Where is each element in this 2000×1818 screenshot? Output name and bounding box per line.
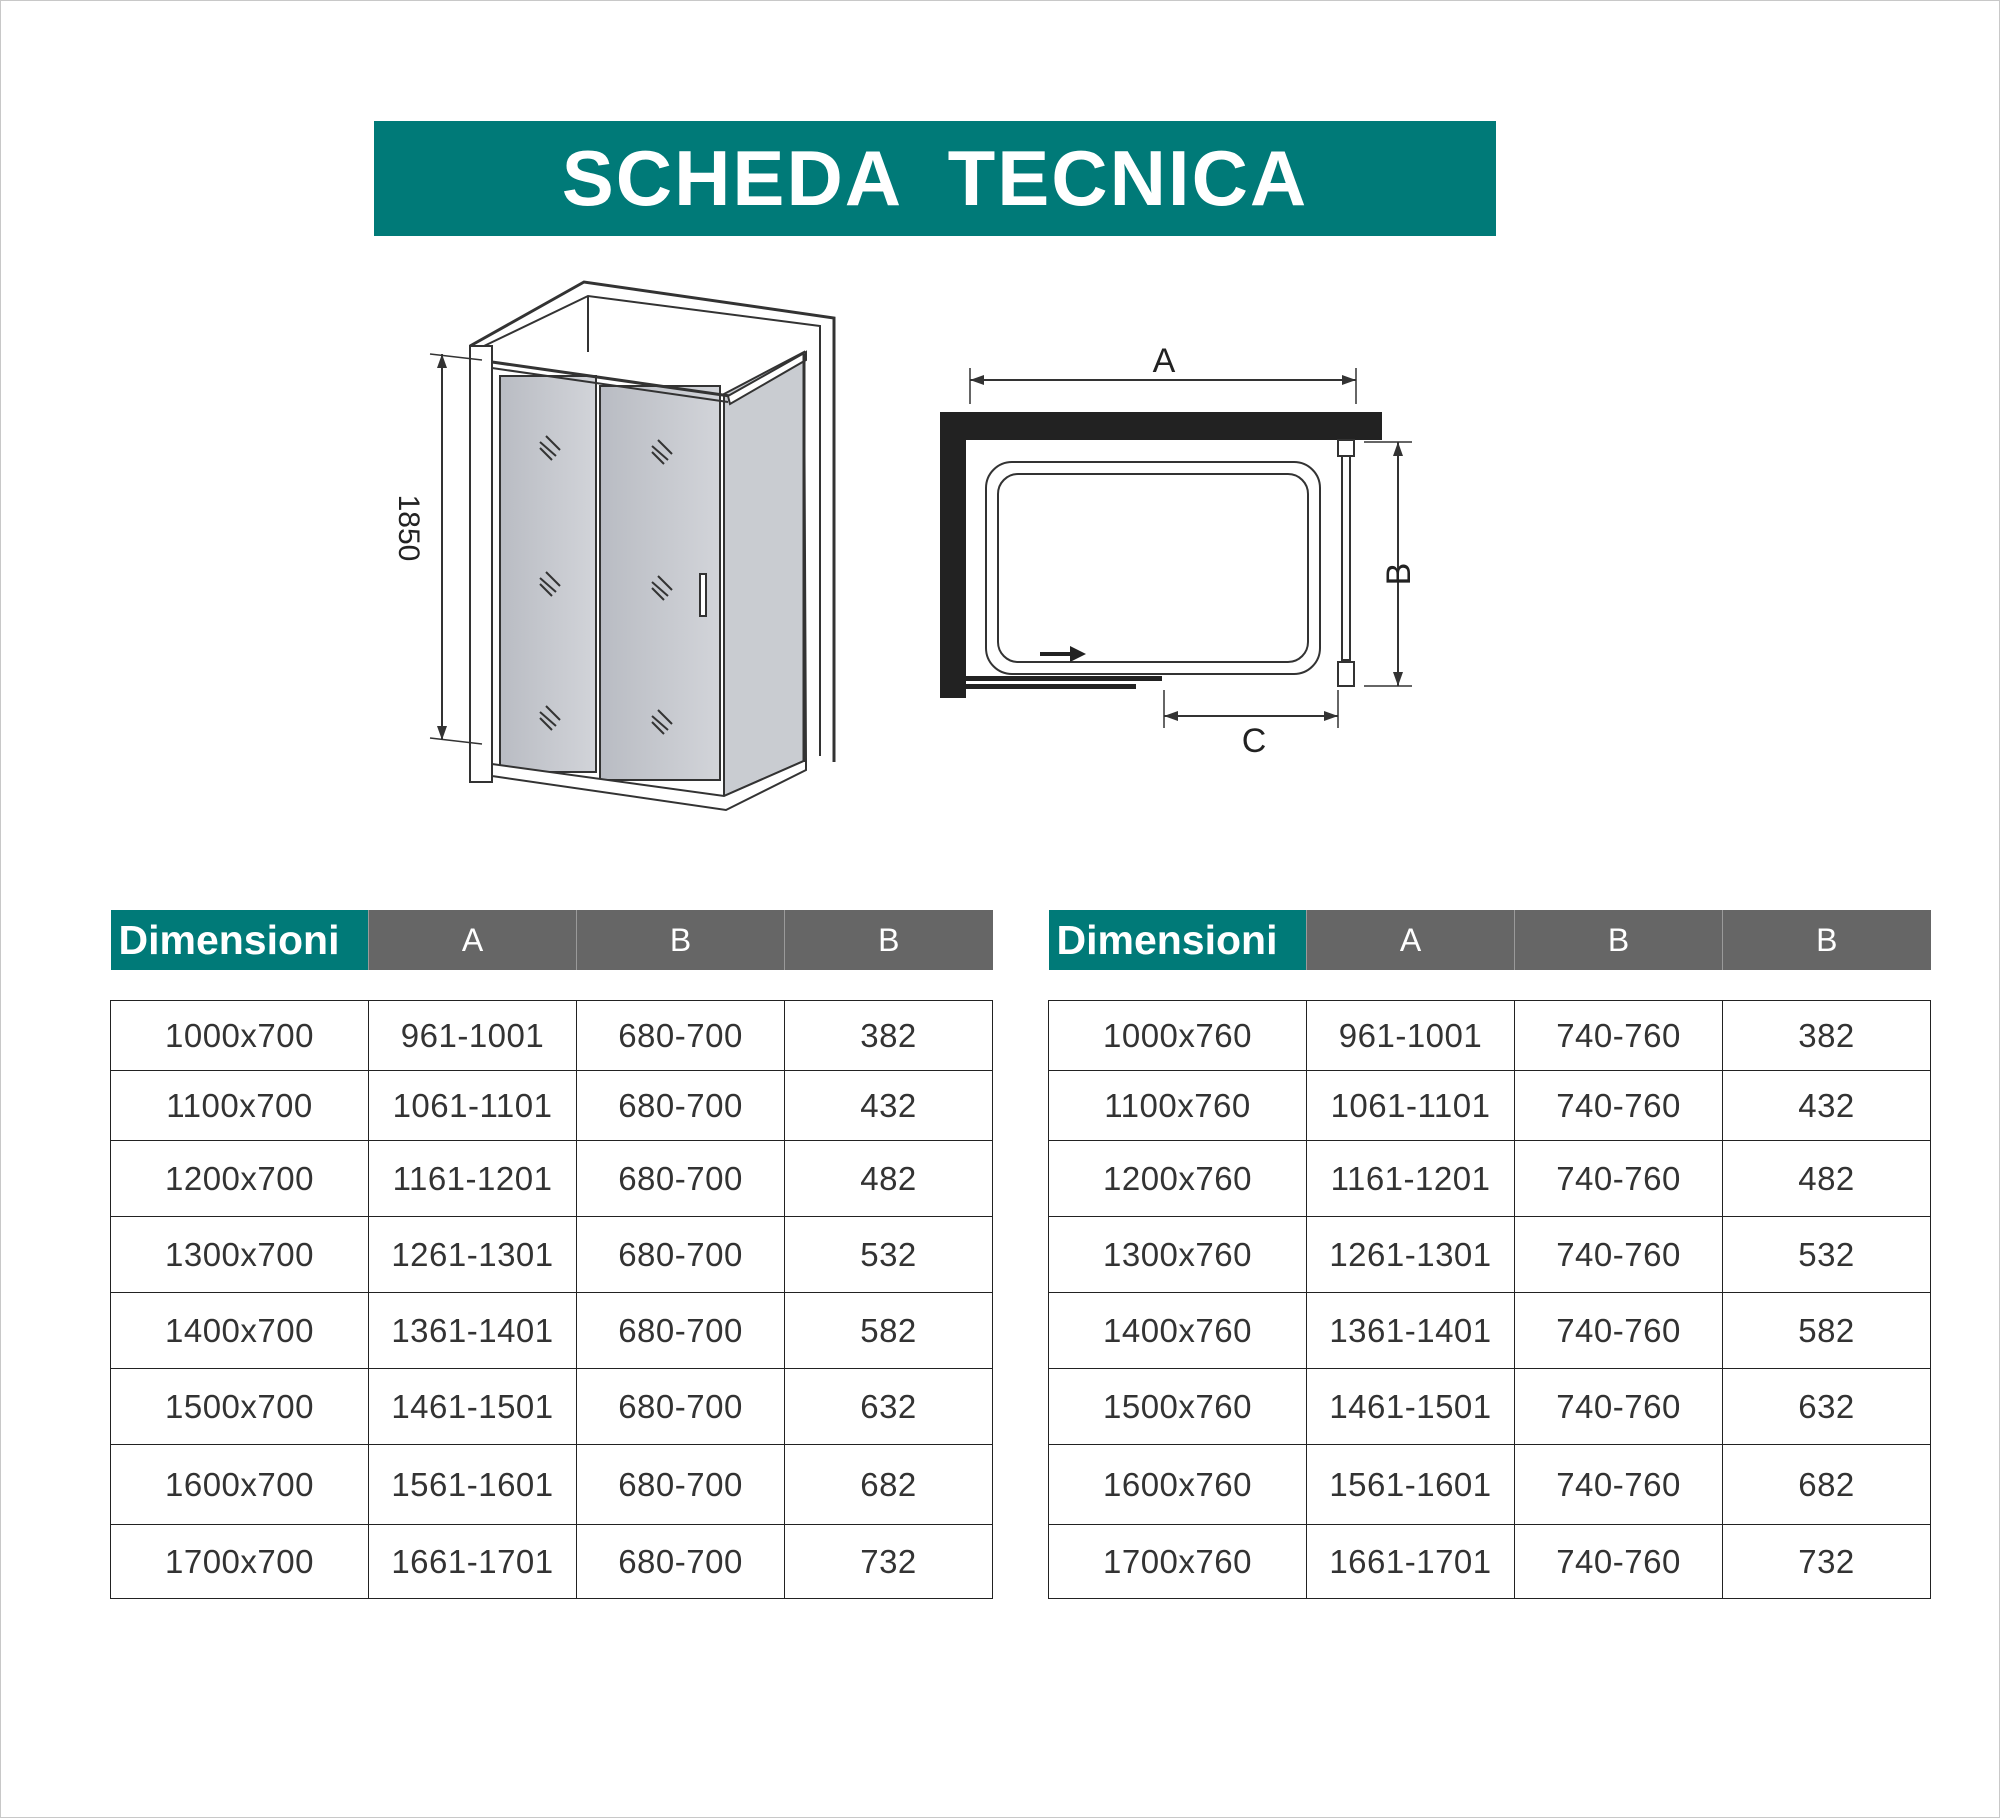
table-row <box>111 1369 993 1445</box>
table-cell: 1261-1301 <box>1307 1217 1515 1293</box>
table-cell: 1061-1101 <box>1307 1071 1515 1141</box>
table-cell: 1661-1701 <box>1307 1525 1515 1599</box>
table-cell: 382 <box>785 1001 993 1071</box>
table-cell: 1000x760 <box>1049 1001 1307 1071</box>
table-cell: 1700x700 <box>111 1525 369 1599</box>
table-cell: 1300x700 <box>111 1217 369 1293</box>
plan-label-b: B <box>1380 562 1418 586</box>
table-cell: 1000x700 <box>111 1001 369 1071</box>
column-header-b2: B <box>1723 910 1931 970</box>
table-cell: 682 <box>1723 1445 1931 1525</box>
table-cell: 582 <box>1723 1293 1931 1369</box>
table-cell: 1361-1401 <box>369 1293 577 1369</box>
table-body <box>111 970 993 1599</box>
table-cell: 961-1001 <box>369 1001 577 1071</box>
table-row <box>1049 1293 1931 1369</box>
column-header-b: B <box>1515 910 1723 970</box>
table-cell: 482 <box>785 1141 993 1217</box>
table-cell: 1300x760 <box>1049 1217 1307 1293</box>
table-cell: 680-700 <box>577 1293 785 1369</box>
table-cell: 732 <box>1723 1525 1931 1599</box>
table-cell: 1500x760 <box>1049 1369 1307 1445</box>
column-header-dimensioni: Dimensioni <box>111 910 369 970</box>
dimensions-table-700 <box>110 910 993 1599</box>
table-cell: 1100x700 <box>111 1071 369 1141</box>
table-body <box>1049 970 1931 1599</box>
table-row <box>1049 1141 1931 1217</box>
plan-label-c: C <box>1241 722 1267 760</box>
table-cell: 1200x760 <box>1049 1141 1307 1217</box>
table-cell: 680-700 <box>577 1141 785 1217</box>
table-header-row <box>1049 910 1931 970</box>
column-header-b: B <box>577 910 785 970</box>
table-cell: 1361-1401 <box>1307 1293 1515 1369</box>
table-cell: 1461-1501 <box>369 1369 577 1445</box>
table-cell: 532 <box>1723 1217 1931 1293</box>
table-cell: 532 <box>785 1217 993 1293</box>
table-row <box>111 1071 993 1141</box>
table-cell: 961-1001 <box>1307 1001 1515 1071</box>
column-header-dimensioni: Dimensioni <box>1049 910 1307 970</box>
table-cell: 1461-1501 <box>1307 1369 1515 1445</box>
table-cell: 1100x760 <box>1049 1071 1307 1141</box>
column-header-a: A <box>1307 910 1515 970</box>
table-header-row <box>111 910 993 970</box>
table-row <box>1049 1071 1931 1141</box>
table-row <box>111 1525 993 1599</box>
table-cell: 740-760 <box>1515 1369 1723 1445</box>
table-cell: 1600x760 <box>1049 1445 1307 1525</box>
table-cell: 1400x700 <box>111 1293 369 1369</box>
table-cell: 740-760 <box>1515 1525 1723 1599</box>
table-cell: 432 <box>785 1071 993 1141</box>
table-cell: 680-700 <box>577 1445 785 1525</box>
table-cell: 732 <box>785 1525 993 1599</box>
table-cell: 582 <box>785 1293 993 1369</box>
table-cell: 482 <box>1723 1141 1931 1217</box>
table-cell: 1561-1601 <box>369 1445 577 1525</box>
table-cell: 632 <box>785 1369 993 1445</box>
table-cell: 680-700 <box>577 1217 785 1293</box>
table-cell: 1600x700 <box>111 1445 369 1525</box>
table-row <box>111 1141 993 1217</box>
table-cell: 1700x760 <box>1049 1525 1307 1599</box>
enclosure-3d-drawing <box>380 270 850 830</box>
table-cell: 680-700 <box>577 1525 785 1599</box>
table-row <box>111 1445 993 1525</box>
table-cell: 632 <box>1723 1369 1931 1445</box>
table-cell: 1261-1301 <box>369 1217 577 1293</box>
table-cell: 1200x700 <box>111 1141 369 1217</box>
table-cell: 740-760 <box>1515 1217 1723 1293</box>
table-row <box>1049 1369 1931 1445</box>
table-cell: 740-760 <box>1515 1141 1723 1217</box>
table-cell: 740-760 <box>1515 1001 1723 1071</box>
table-cell: 682 <box>785 1445 993 1525</box>
table-cell: 1161-1201 <box>1307 1141 1515 1217</box>
table-cell: 740-760 <box>1515 1293 1723 1369</box>
table-cell: 680-700 <box>577 1369 785 1445</box>
table-row <box>111 1293 993 1369</box>
table-cell: 740-760 <box>1515 1445 1723 1525</box>
table-cell: 1400x760 <box>1049 1293 1307 1369</box>
column-header-b2: B <box>785 910 993 970</box>
table-cell: 1661-1701 <box>369 1525 577 1599</box>
table-cell: 432 <box>1723 1071 1931 1141</box>
table-row <box>111 1217 993 1293</box>
table-cell: 680-700 <box>577 1071 785 1141</box>
title-banner <box>374 121 1496 236</box>
plan-label-a: A <box>1152 342 1176 380</box>
table-row <box>1049 1001 1931 1071</box>
table-row <box>1049 1525 1931 1599</box>
table-row <box>1049 1445 1931 1525</box>
table-cell: 1500x700 <box>111 1369 369 1445</box>
table-cell: 1061-1101 <box>369 1071 577 1141</box>
table-cell: 740-760 <box>1515 1071 1723 1141</box>
table-row <box>111 1001 993 1071</box>
page-title: SCHEDA TECNICA <box>561 134 1309 222</box>
table-cell: 382 <box>1723 1001 1931 1071</box>
plan-view-drawing <box>930 330 1470 770</box>
table-cell: 680-700 <box>577 1001 785 1071</box>
table-cell: 1161-1201 <box>369 1141 577 1217</box>
table-cell: 1561-1601 <box>1307 1445 1515 1525</box>
column-header-a: A <box>369 910 577 970</box>
height-dimension-label: 1850 <box>392 494 425 562</box>
dimensions-table-760 <box>1048 910 1931 1599</box>
table-row <box>1049 1217 1931 1293</box>
